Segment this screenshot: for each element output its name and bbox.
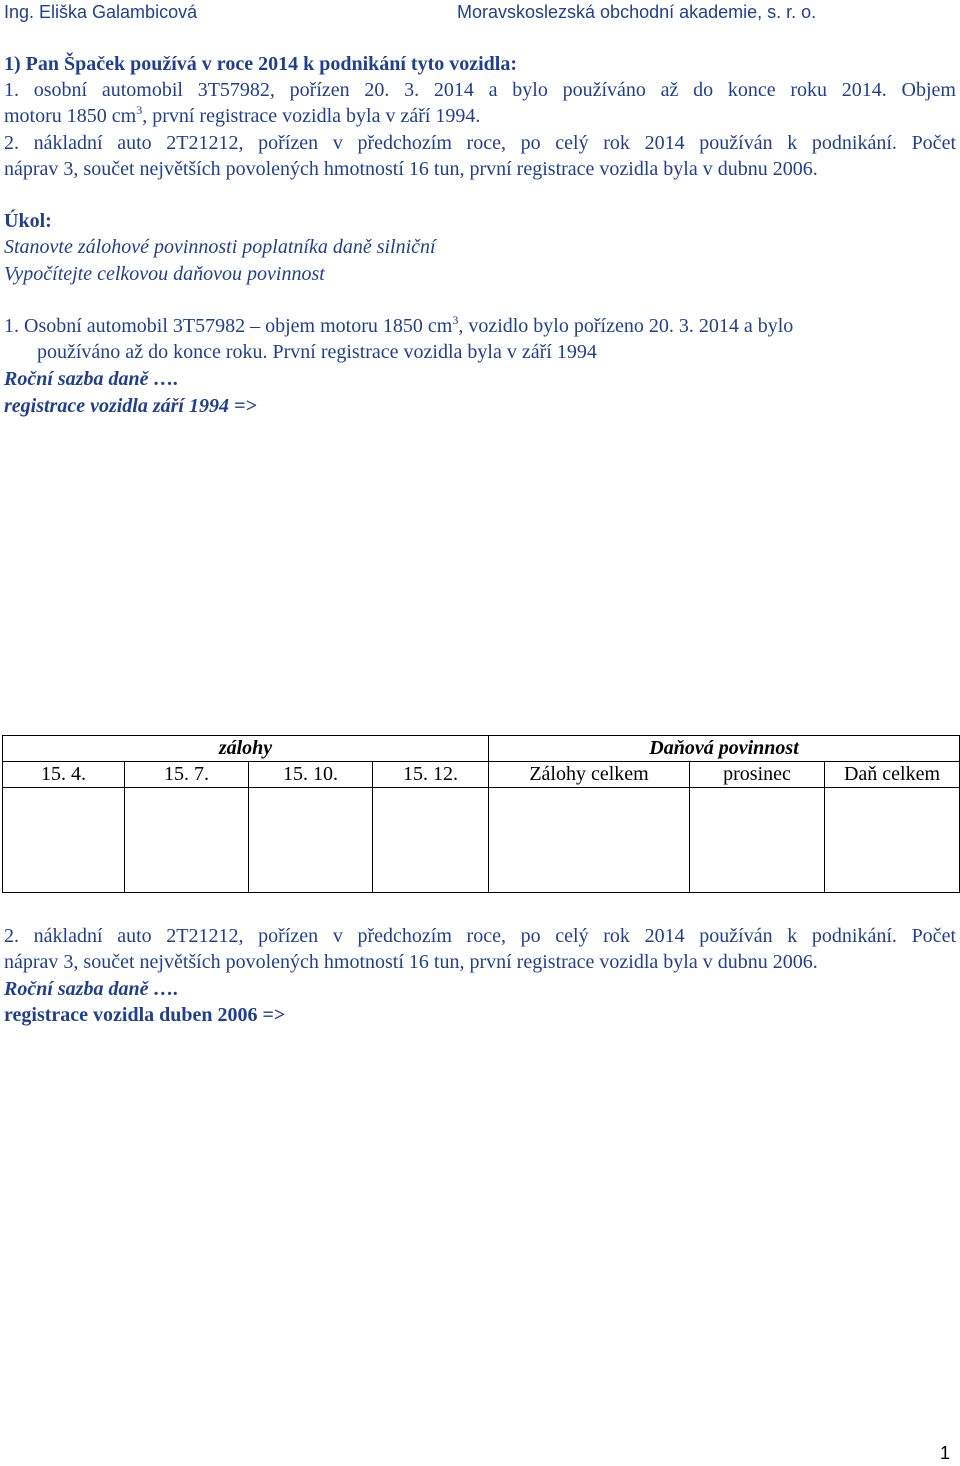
table-cell bbox=[690, 788, 825, 893]
col-dan-celkem: Daň celkem bbox=[825, 762, 960, 788]
table-cell bbox=[489, 788, 690, 893]
item1-line1: 1. osobní automobil 3T57982, pořízen 20. 3. 2014 a bylo používáno až do konce roku 2014. Objem bbox=[4, 79, 956, 101]
section1-line2: používáno až do konce roku. První registrace vozidla byla v září 1994 bbox=[37, 341, 597, 363]
section1-registration: registrace vozidla září 1994 => bbox=[4, 395, 257, 417]
section1-line1: 1. Osobní automobil 3T57982 – objem motoru 1850 $cm^3$, vozidlo bylo pořízeno 20. 3. 2014 a bylo bbox=[4, 313, 794, 337]
task-line1: Stanovte zálohové povinnosti poplatníka daně silniční bbox=[4, 236, 436, 258]
section2-rate: Roční sazba daně …. bbox=[4, 978, 179, 1000]
section2-registration: registrace vozidla duben 2006 => bbox=[4, 1004, 286, 1026]
table-cell bbox=[825, 788, 960, 893]
page-number: 1 bbox=[940, 1443, 951, 1463]
col-15-4: 15. 4. bbox=[3, 762, 125, 788]
item1-line2: motoru 1850 $cm^3$, první registrace vozidla byla v září 1994. bbox=[4, 103, 481, 127]
col-15-7: 15. 7. bbox=[125, 762, 249, 788]
task-line2: Vypočítejte celkovou daňovou povinnost bbox=[4, 263, 325, 285]
section2-line2: náprav 3, součet největších povolených hmotností 16 tun, první registrace vozidla byla v dubnu 2006. bbox=[4, 951, 818, 973]
item2-line2: náprav 3, součet největších povolených hmotností 16 tun, první registrace vozidla byla v dubnu 2006. bbox=[4, 158, 818, 180]
header-author: Ing. Eliška Galambicová bbox=[4, 2, 198, 22]
table-cell bbox=[249, 788, 373, 893]
item2-line1: 2. nákladní auto 2T21212, pořízen v předchozím roce, po celý rok 2014 používán k podnikání. Počet bbox=[4, 132, 956, 154]
table-cell bbox=[3, 788, 125, 893]
assignment-title: 1) Pan Špaček používá v roce 2014 k podnikání tyto vozidla: bbox=[4, 53, 518, 75]
header-school: Moravskoslezská obchodní akademie, s. r. o. bbox=[457, 2, 817, 22]
section1-rate: Roční sazba daně …. bbox=[4, 368, 179, 390]
col-zalohy-celkem: Zálohy celkem bbox=[489, 762, 690, 788]
tax-table bbox=[2, 735, 960, 893]
section2-line1: 2. nákladní auto 2T21212, pořízen v předchozím roce, po celý rok 2014 používán k podnikání. Počet bbox=[4, 925, 956, 947]
header-danova-povinnost: Daňová povinnost bbox=[489, 736, 960, 762]
table-cell bbox=[125, 788, 249, 893]
header-zalohy: zálohy bbox=[3, 736, 489, 762]
table-cell bbox=[373, 788, 489, 893]
col-prosinec: prosinec bbox=[690, 762, 825, 788]
col-15-12: 15. 12. bbox=[373, 762, 489, 788]
col-15-10: 15. 10. bbox=[249, 762, 373, 788]
task-heading: Úkol: bbox=[4, 210, 52, 232]
